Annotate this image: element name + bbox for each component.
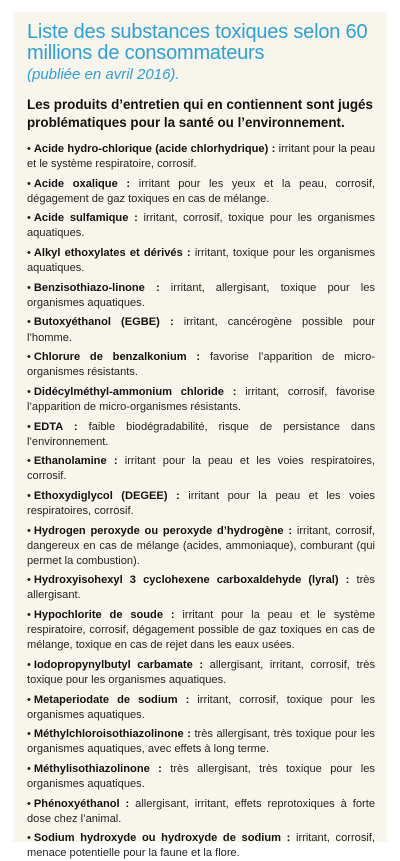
substance-item bbox=[27, 246, 375, 276]
toxic-substances-panel bbox=[13, 12, 387, 860]
substance-name: Acide hydro-chlorique (acide chlorhydrique) : bbox=[33, 143, 276, 155]
substance-description: allergisant, irritant, corrosif, très toxique pour les organismes aquatiques. bbox=[27, 658, 375, 686]
substance-item bbox=[27, 489, 375, 519]
substance-name: Ethanolamine : bbox=[33, 455, 118, 468]
substance-item bbox=[27, 385, 375, 415]
substance-description: irritant pour la peau et les voies respiratoires, corrosif. bbox=[27, 489, 375, 517]
substance-item bbox=[27, 142, 375, 172]
substance-item bbox=[27, 315, 375, 345]
bullet-icon: • bbox=[27, 385, 31, 398]
bullet-icon: • bbox=[27, 281, 31, 294]
substance-name: Acide sulfamique : bbox=[33, 212, 138, 225]
substance-description: irritant pour les yeux et la peau, corrosif, dégagement de gaz toxiques en cas de mélange. bbox=[27, 177, 375, 205]
substance-name: Acide oxalique : bbox=[33, 177, 131, 190]
substance-name: Didécylméthyl-ammonium chloride : bbox=[33, 385, 237, 398]
list-title: Liste des substances toxiques selon 60 millions de consommateurs bbox=[27, 21, 368, 64]
substance-item bbox=[27, 693, 375, 723]
substance-item bbox=[27, 573, 375, 603]
substance-item bbox=[27, 797, 375, 827]
bullet-icon: • bbox=[27, 658, 31, 671]
substance-description: irritant, corrosif, dangereux en cas de mélange (acides, ammoniaque), comburant (qui permet la combustion). bbox=[27, 524, 375, 567]
bullet-icon: • bbox=[27, 762, 31, 775]
substance-name: EDTA : bbox=[33, 420, 78, 433]
substance-item bbox=[27, 524, 375, 569]
bullet-icon: • bbox=[27, 574, 31, 587]
substance-name: Hydroxyisohexyl 3 cyclohexene carboxaldehyde (lyral) : bbox=[33, 574, 350, 587]
publication-date: (publiée en avril 2016). bbox=[27, 66, 180, 83]
substance-description: irritant pour la peau et le système respiratoire, corrosif. bbox=[27, 143, 375, 171]
substance-description: allergisant, irritant, effets reprotoxiques à forte dose chez l’animal. bbox=[27, 797, 375, 825]
substance-description: favorise l’apparition de micro-organismes résistants. bbox=[27, 351, 375, 379]
substance-item bbox=[27, 608, 375, 653]
intro-paragraph: Les produits d’entretien qui en contiennent sont jugés problématiques pour la santé ou l’environnement. bbox=[27, 97, 373, 130]
substance-name: Méthylchloroisothiazolinone : bbox=[33, 728, 191, 741]
bullet-icon: • bbox=[27, 693, 31, 706]
substance-description: irritant, corrosif, favorise l’apparition de micro-organismes résistants. bbox=[27, 385, 375, 413]
substance-description: très allergisant, très toxique pour les organismes aquatiques, avec effets à long terme. bbox=[27, 728, 375, 756]
bullet-icon: • bbox=[27, 247, 31, 260]
substance-description: irritant, allergisant, toxique pour les organismes aquatiques. bbox=[27, 281, 375, 309]
substance-item bbox=[27, 658, 375, 688]
substance-name: Phénoxyéthanol : bbox=[33, 797, 130, 810]
substance-name: Iodopropynylbutyl carbamate : bbox=[33, 658, 204, 671]
substance-item bbox=[27, 727, 375, 757]
bullet-icon: • bbox=[27, 489, 31, 502]
substance-description: irritant, corrosif, toxique pour les organismes aquatiques. bbox=[27, 212, 375, 240]
bullet-icon: • bbox=[27, 351, 31, 364]
substance-description: irritant, toxique pour les organismes aquatiques. bbox=[27, 247, 375, 275]
substance-item bbox=[27, 211, 375, 241]
substance-name: Sodium hydroxyde ou hydroxyde de sodium : bbox=[33, 832, 291, 845]
substance-name: Metaperiodate de sodium : bbox=[33, 693, 190, 706]
substance-item bbox=[27, 420, 375, 450]
substance-name: Hypochlorite de soude : bbox=[33, 609, 175, 622]
substance-list bbox=[27, 142, 375, 861]
substance-description: très allergisant, très toxique pour les organismes aquatiques. bbox=[27, 762, 375, 790]
substance-description: irritant pour la peau et le système respiratoire, corrosif, dégagement possible de gaz toxiques en cas de mélange, toxique en cas de rejet dans les eaux usées. bbox=[27, 609, 376, 652]
substance-name: Ethoxydiglycol (DEGEE) : bbox=[33, 489, 180, 502]
substance-description: faible biodégradabilité, risque de persistance dans l’environnement. bbox=[27, 420, 375, 448]
substance-description: irritant, corrosif, toxique pour les organismes aquatiques. bbox=[27, 693, 375, 721]
bullet-icon: • bbox=[27, 420, 31, 433]
bullet-icon: • bbox=[27, 797, 31, 810]
substance-description: irritant pour la peau et les voies respiratoires, corrosif. bbox=[27, 455, 375, 483]
substance-item bbox=[27, 177, 375, 207]
substance-name: Chlorure de benzalkonium : bbox=[33, 351, 201, 364]
substance-item bbox=[27, 281, 375, 311]
substance-description: irritant, cancérogène possible pour l’homme. bbox=[27, 316, 375, 344]
bullet-icon: • bbox=[27, 212, 31, 225]
substance-name: Hydrogen peroxyde ou peroxyde d’hydrogène : bbox=[33, 524, 293, 537]
bullet-icon: • bbox=[27, 524, 31, 537]
bullet-icon: • bbox=[27, 728, 31, 741]
bullet-icon: • bbox=[27, 609, 31, 622]
substance-name: Butoxyéthanol (EGBE) : bbox=[33, 316, 174, 329]
substance-name: Benzisothiazo-linone : bbox=[33, 281, 160, 294]
bullet-icon: • bbox=[27, 455, 31, 468]
substance-description: irritant, corrosif, menace potentielle pour la faune et la flore. bbox=[27, 832, 375, 860]
substance-name: Méthylisothiazolinone : bbox=[33, 762, 162, 775]
substance-description: très allergisant. bbox=[27, 574, 375, 602]
substance-item bbox=[27, 762, 375, 792]
substance-item bbox=[27, 454, 375, 484]
bullet-icon: • bbox=[27, 177, 31, 190]
substance-item bbox=[27, 831, 375, 861]
bullet-icon: • bbox=[27, 316, 31, 329]
bullet-icon: • bbox=[27, 143, 31, 155]
bullet-icon: • bbox=[27, 832, 31, 845]
substance-item bbox=[27, 350, 375, 380]
substance-name: Alkyl ethoxylates et dérivés : bbox=[33, 247, 191, 260]
